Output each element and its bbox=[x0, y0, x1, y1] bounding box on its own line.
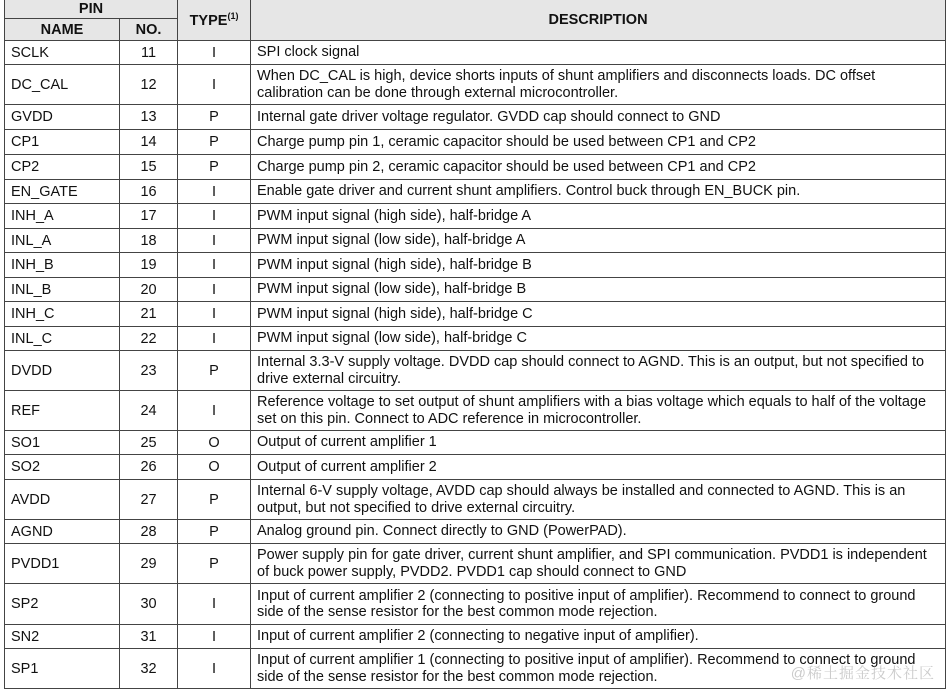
pin-number-cell: 13 bbox=[120, 105, 178, 130]
table-row bbox=[5, 204, 946, 229]
pin-number-cell: 17 bbox=[120, 204, 178, 229]
pin-description-cell: PWM input signal (high side), half-bridge A bbox=[251, 204, 946, 229]
table-row bbox=[5, 480, 946, 520]
pin-type-cell: I bbox=[178, 584, 251, 625]
pin-group-header: PIN bbox=[5, 0, 178, 19]
table-row bbox=[5, 455, 946, 480]
pin-description-cell: PWM input signal (low side), half-bridge A bbox=[251, 229, 946, 253]
pin-number-cell: 31 bbox=[120, 625, 178, 649]
pin-type-cell: P bbox=[178, 480, 251, 520]
pin-number-cell: 14 bbox=[120, 130, 178, 155]
pin-number-cell: 26 bbox=[120, 455, 178, 480]
type-header-label: TYPE bbox=[189, 12, 228, 29]
table-row bbox=[5, 155, 946, 180]
pin-type-cell: O bbox=[178, 455, 251, 480]
pin-description-cell: SPI clock signal bbox=[251, 41, 946, 65]
type-header bbox=[178, 0, 251, 41]
pin-type-cell: I bbox=[178, 625, 251, 649]
pin-number-cell: 29 bbox=[120, 544, 178, 584]
pin-description-cell: Charge pump pin 1, ceramic capacitor should be used between CP1 and CP2 bbox=[251, 130, 946, 155]
pin-name-cell: SCLK bbox=[5, 41, 120, 65]
table-row bbox=[5, 278, 946, 302]
pin-type-cell: I bbox=[178, 649, 251, 689]
pin-description-cell: Internal 3.3-V supply voltage. DVDD cap should connect to AGND. This is an output, but not specified to drive external circuitry. bbox=[251, 351, 946, 391]
table-row bbox=[5, 229, 946, 253]
pin-description-cell: Enable gate driver and current shunt amplifiers. Control buck through EN_BUCK pin. bbox=[251, 180, 946, 204]
pin-name-cell: CP2 bbox=[5, 155, 120, 180]
pin-type-cell: I bbox=[178, 41, 251, 65]
pin-name-cell: EN_GATE bbox=[5, 180, 120, 204]
pin-type-cell: I bbox=[178, 278, 251, 302]
pin-name-cell: SO1 bbox=[5, 431, 120, 455]
pin-description-cell: Analog ground pin. Connect directly to GND (PowerPAD). bbox=[251, 520, 946, 544]
pin-description-cell: Output of current amplifier 1 bbox=[251, 431, 946, 455]
pin-number-cell: 25 bbox=[120, 431, 178, 455]
pin-type-cell: I bbox=[178, 327, 251, 351]
pin-name-cell: CP1 bbox=[5, 130, 120, 155]
pin-type-cell: I bbox=[178, 391, 251, 431]
pin-description-cell: Power supply pin for gate driver, current shunt amplifier, and SPI communication. PVDD1 is independent of buck power supply, PVDD2. PVDD1 cap should connect to GND bbox=[251, 544, 946, 584]
pin-number-cell: 11 bbox=[120, 41, 178, 65]
pin-number-cell: 23 bbox=[120, 351, 178, 391]
table-row bbox=[5, 584, 946, 625]
pin-type-cell: I bbox=[178, 65, 251, 105]
pin-name-cell: INH_A bbox=[5, 204, 120, 229]
pin-number-cell: 24 bbox=[120, 391, 178, 431]
table-row bbox=[5, 625, 946, 649]
pin-description-cell: Input of current amplifier 2 (connecting to positive input of amplifier). Recommend to connect to ground side of the sense resistor for the best common mode rejection. bbox=[251, 584, 946, 625]
pin-number-cell: 16 bbox=[120, 180, 178, 204]
pin-number-cell: 28 bbox=[120, 520, 178, 544]
pin-description-cell: Reference voltage to set output of shunt amplifiers with a bias voltage which equals to half of the voltage set on this pin. Connect to ADC reference in microcontroller. bbox=[251, 391, 946, 431]
pin-description-cell: Input of current amplifier 2 (connecting to negative input of amplifier). bbox=[251, 625, 946, 649]
table-row bbox=[5, 302, 946, 327]
pin-type-cell: P bbox=[178, 130, 251, 155]
pin-name-cell: PVDD1 bbox=[5, 544, 120, 584]
pin-type-cell: P bbox=[178, 351, 251, 391]
pin-name-cell: INL_A bbox=[5, 229, 120, 253]
pin-description-cell: When DC_CAL is high, device shorts inputs of shunt amplifiers and disconnects loads. DC offset calibration can be done through external microcontroller. bbox=[251, 65, 946, 105]
table-row bbox=[5, 520, 946, 544]
pin-name-cell: AGND bbox=[5, 520, 120, 544]
table-row bbox=[5, 253, 946, 278]
pin-type-cell: I bbox=[178, 229, 251, 253]
pin-description-cell: PWM input signal (high side), half-bridge C bbox=[251, 302, 946, 327]
pin-type-cell: I bbox=[178, 253, 251, 278]
pin-name-cell: REF bbox=[5, 391, 120, 431]
table-body bbox=[5, 41, 946, 689]
pin-name-cell: AVDD bbox=[5, 480, 120, 520]
pin-name-cell: SP2 bbox=[5, 584, 120, 625]
pin-description-cell: PWM input signal (low side), half-bridge B bbox=[251, 278, 946, 302]
pin-number-cell: 32 bbox=[120, 649, 178, 689]
pin-type-cell: P bbox=[178, 105, 251, 130]
pin-number-cell: 22 bbox=[120, 327, 178, 351]
pin-type-cell: P bbox=[178, 155, 251, 180]
description-header: DESCRIPTION bbox=[251, 0, 946, 41]
pin-number-cell: 15 bbox=[120, 155, 178, 180]
pin-description-cell: Internal gate driver voltage regulator. GVDD cap should connect to GND bbox=[251, 105, 946, 130]
pin-number-cell: 21 bbox=[120, 302, 178, 327]
pin-type-cell: P bbox=[178, 520, 251, 544]
no-header: NO. bbox=[120, 19, 178, 41]
pin-description-cell: PWM input signal (high side), half-bridge B bbox=[251, 253, 946, 278]
pin-name-cell: DC_CAL bbox=[5, 65, 120, 105]
pin-name-cell: INH_B bbox=[5, 253, 120, 278]
pin-name-cell: DVDD bbox=[5, 351, 120, 391]
table-row bbox=[5, 130, 946, 155]
pin-type-cell: P bbox=[178, 544, 251, 584]
pin-name-cell: GVDD bbox=[5, 105, 120, 130]
pin-description-cell: Input of current amplifier 1 (connecting to positive input of amplifier). Recommend to connect to ground side of the sense resistor for the best common mode rejection. bbox=[251, 649, 946, 689]
pin-number-cell: 19 bbox=[120, 253, 178, 278]
table-row bbox=[5, 41, 946, 65]
pin-description-table bbox=[4, 0, 946, 689]
pin-number-cell: 30 bbox=[120, 584, 178, 625]
pin-type-cell: I bbox=[178, 204, 251, 229]
pin-description-cell: Charge pump pin 2, ceramic capacitor should be used between CP1 and CP2 bbox=[251, 155, 946, 180]
watermark: @稀土掘金技术社区 bbox=[790, 665, 935, 682]
table-row bbox=[5, 431, 946, 455]
table-row bbox=[5, 180, 946, 204]
pin-number-cell: 18 bbox=[120, 229, 178, 253]
pin-name-cell: INL_B bbox=[5, 278, 120, 302]
pin-description-cell: Output of current amplifier 2 bbox=[251, 455, 946, 480]
table-row bbox=[5, 544, 946, 584]
pin-name-cell: INH_C bbox=[5, 302, 120, 327]
pin-type-cell: I bbox=[178, 302, 251, 327]
table-row bbox=[5, 391, 946, 431]
type-footnote: (1) bbox=[227, 10, 239, 21]
table-row bbox=[5, 105, 946, 130]
name-header: NAME bbox=[5, 19, 120, 41]
pin-type-cell: I bbox=[178, 180, 251, 204]
pin-name-cell: INL_C bbox=[5, 327, 120, 351]
pin-number-cell: 27 bbox=[120, 480, 178, 520]
pin-type-cell: O bbox=[178, 431, 251, 455]
pin-number-cell: 20 bbox=[120, 278, 178, 302]
table-row bbox=[5, 351, 946, 391]
pin-number-cell: 12 bbox=[120, 65, 178, 105]
pin-name-cell: SN2 bbox=[5, 625, 120, 649]
pin-description-cell: PWM input signal (low side), half-bridge C bbox=[251, 327, 946, 351]
pin-name-cell: SO2 bbox=[5, 455, 120, 480]
pin-description-cell: Internal 6-V supply voltage, AVDD cap should always be installed and connected to AGND. This is an output, but not specified to drive external circuitry. bbox=[251, 480, 946, 520]
table-row bbox=[5, 327, 946, 351]
table-header bbox=[5, 0, 946, 41]
pin-name-cell: SP1 bbox=[5, 649, 120, 689]
table-row bbox=[5, 65, 946, 105]
